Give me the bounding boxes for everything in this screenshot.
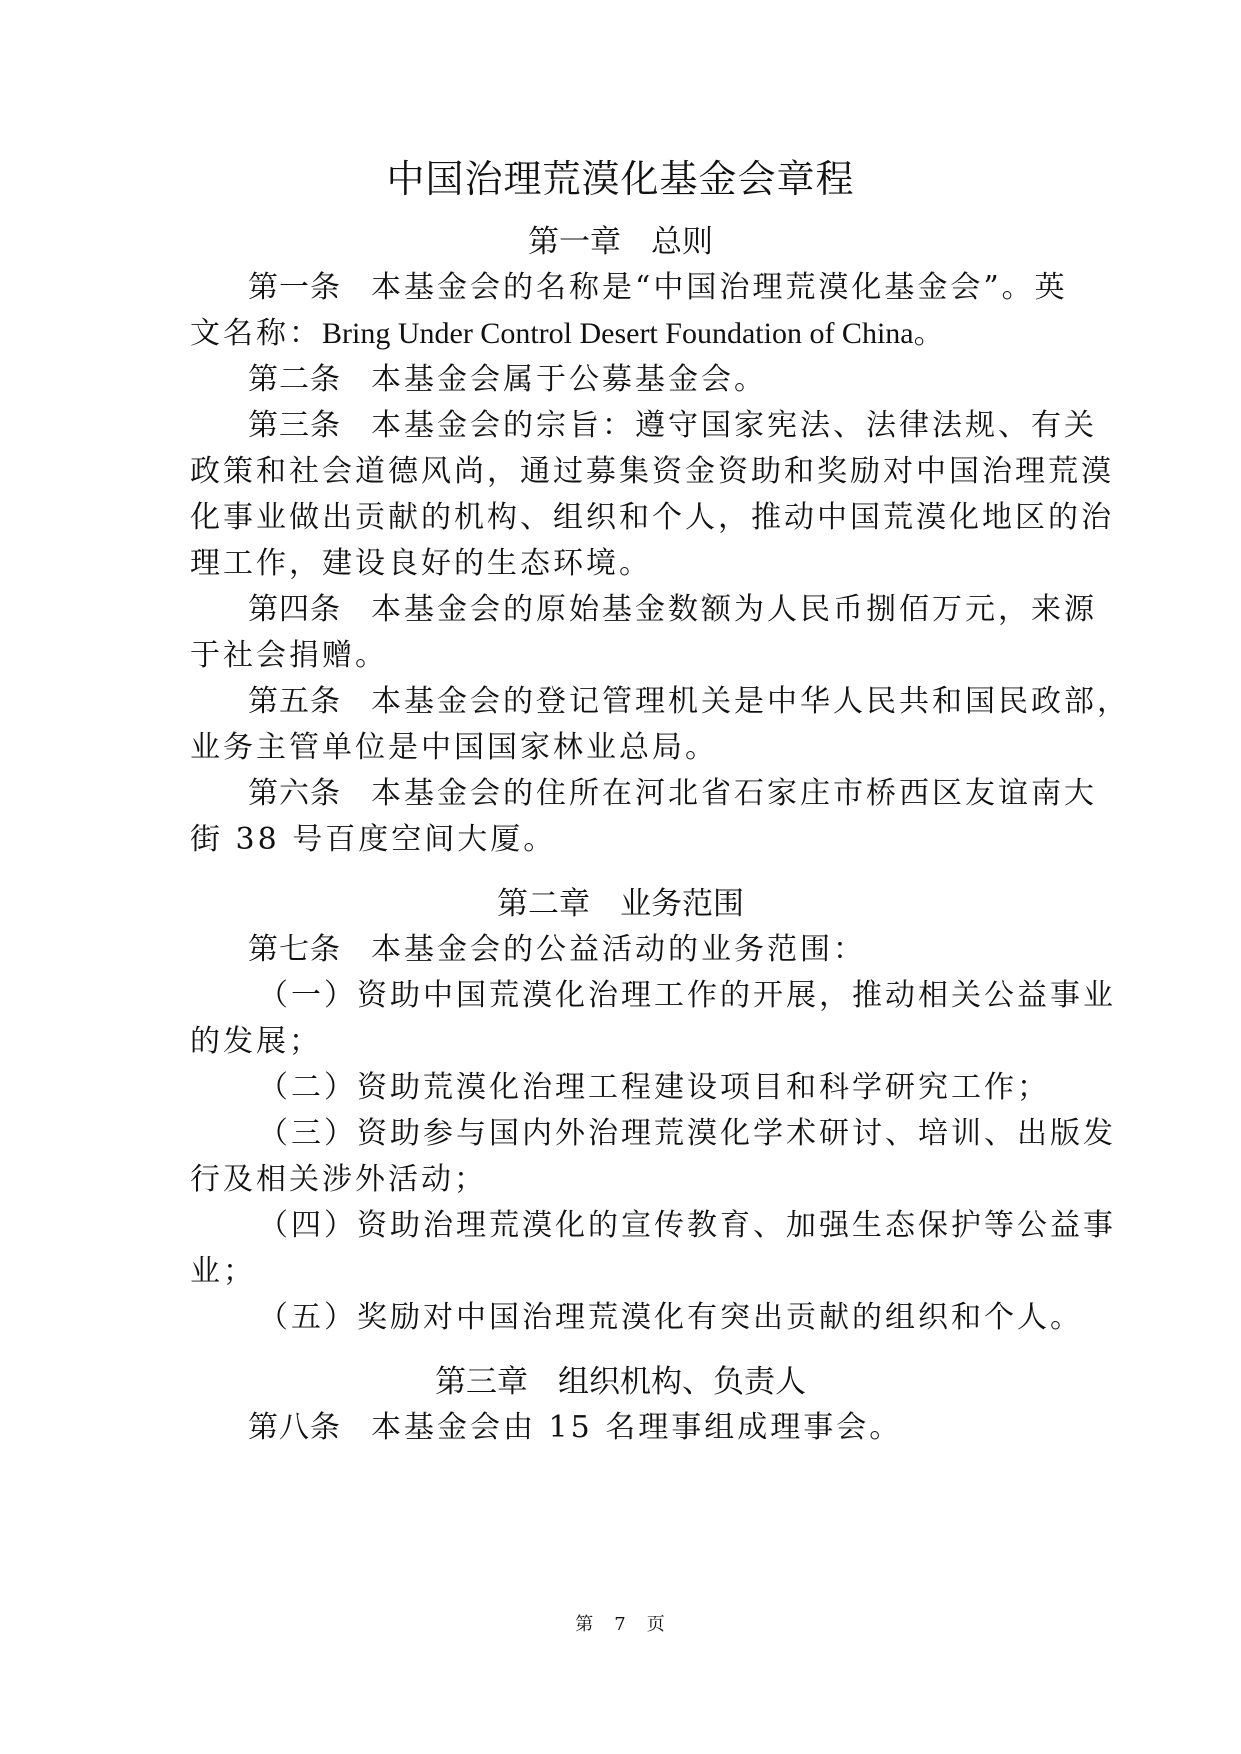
article-text: 文名称： xyxy=(190,316,322,351)
list-item-1-line-1: （一）资助中国荒漠化治理工作的开展，推动相关公益事业 xyxy=(258,978,1116,1013)
article-text: 本基金会的公益活动的业务范围： xyxy=(371,932,866,967)
chapter-name: 组织机构、负责人 xyxy=(558,1364,806,1400)
article-2-line-1 xyxy=(248,354,1070,398)
list-item-4-line-2: 业； xyxy=(190,1254,256,1289)
list-item-3-line-1: （三）资助参与国内外治理荒漠化学术研讨、培训、出版发 xyxy=(258,1116,1116,1151)
chapter-number: 第三章 xyxy=(435,1364,528,1400)
article-3-line-3: 化事业做出贡献的机构、组织和个人，推动中国荒漠化地区的治 xyxy=(190,500,1114,535)
chapter-heading-1 xyxy=(0,216,1241,261)
article-8-line-1 xyxy=(248,1402,1070,1446)
chapter-name: 业务范围 xyxy=(620,886,744,922)
article-7-line-1 xyxy=(248,924,1070,968)
article-label: 第八条 xyxy=(248,1410,341,1445)
article-3-line-2: 政策和社会道德风尚，通过募集资金资助和奖励对中国治理荒漠 xyxy=(190,454,1114,489)
list-item-2-line-1: （二）资助荒漠化治理工程建设项目和科学研究工作； xyxy=(258,1070,1050,1105)
article-text: 本基金会的名称是“中国治理荒漠化基金会”。英 xyxy=(371,270,1068,305)
english-name: Bring Under Control Desert Foundation of China。 xyxy=(322,317,944,350)
article-label: 第四条 xyxy=(248,592,341,627)
list-item-5-line-1: （五）奖励对中国治理荒漠化有突出贡献的组织和个人。 xyxy=(258,1300,1083,1335)
article-text: 本基金会由 15 名理事组成理事会。 xyxy=(371,1410,903,1445)
chapter-name: 总则 xyxy=(651,224,713,260)
chapter-heading-2 xyxy=(0,878,1241,923)
article-text: 本基金会的宗旨：遵守国家宪法、法律法规、有关 xyxy=(371,408,1097,443)
article-6-line-2: 街 38 号百度空间大厦。 xyxy=(190,822,557,857)
article-4-line-2: 于社会捐赠。 xyxy=(190,638,388,673)
list-item-1-line-2: 的发展； xyxy=(190,1024,322,1059)
article-text: 本基金会属于公募基金会。 xyxy=(371,362,767,397)
article-label: 第五条 xyxy=(248,684,341,719)
article-text: 本基金会的原始基金数额为人民币捌佰万元，来源 xyxy=(371,592,1097,627)
article-6-line-1 xyxy=(248,768,1097,812)
list-item-4-line-1: （四）资助治理荒漠化的宣传教育、加强生态保护等公益事 xyxy=(258,1208,1116,1243)
chapter-number: 第二章 xyxy=(497,886,590,922)
article-4-line-1 xyxy=(248,584,1097,628)
article-label: 第六条 xyxy=(248,776,341,811)
article-label: 第七条 xyxy=(248,932,341,967)
article-5-line-2: 业务主管单位是中国国家林业总局。 xyxy=(190,730,718,765)
article-label: 第二条 xyxy=(248,362,341,397)
footer-suffix: 页 xyxy=(646,1614,666,1635)
article-text: 本基金会的登记管理机关是中华人民共和国民政部， xyxy=(371,684,1130,719)
article-3-line-4: 理工作，建设良好的生态环境。 xyxy=(190,546,652,581)
page-number: 7 xyxy=(614,1614,627,1635)
document-title: 中国治理荒漠化基金会章程 xyxy=(386,157,855,201)
article-label: 第三条 xyxy=(248,408,341,443)
article-3-line-1 xyxy=(248,400,1097,444)
article-1-line-2 xyxy=(190,308,1070,352)
chapter-number: 第一章 xyxy=(528,224,621,260)
page-footer xyxy=(0,1610,1241,1636)
footer-prefix: 第 xyxy=(575,1614,595,1635)
chapter-heading-3 xyxy=(0,1356,1241,1401)
article-1-line-1 xyxy=(248,262,1070,306)
article-label: 第一条 xyxy=(248,270,341,305)
article-5-line-1 xyxy=(248,676,1130,720)
list-item-3-line-2: 行及相关涉外活动； xyxy=(190,1162,487,1197)
article-text: 本基金会的住所在河北省石家庄市桥西区友谊南大 xyxy=(371,776,1097,811)
